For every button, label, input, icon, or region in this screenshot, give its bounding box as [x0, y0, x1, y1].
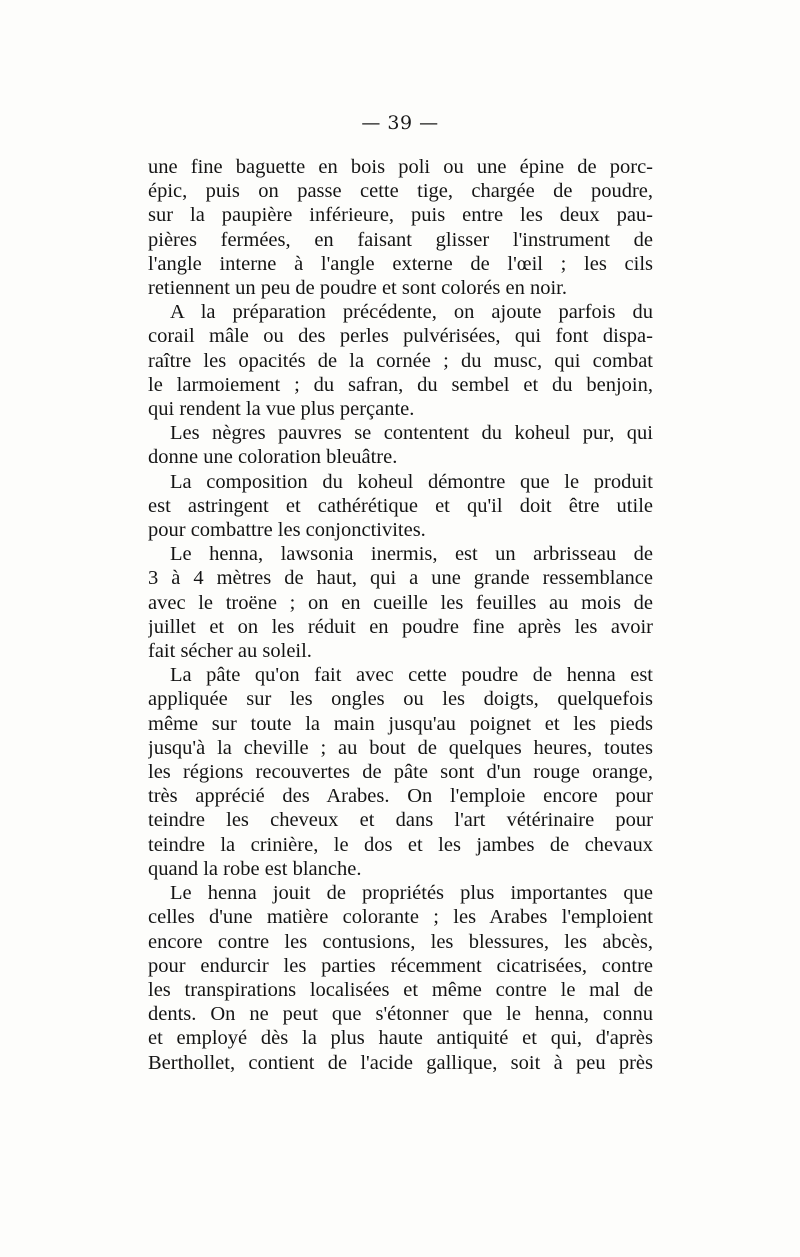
- text-line: Le henna jouit de propriétés plus importantes que: [170, 882, 653, 905]
- text-line: Berthollet, contient de l'acide gallique, soit à peu près: [148, 1051, 653, 1074]
- body-text: [148, 155, 653, 1075]
- text-line: l'angle interne à l'angle externe de l'œil ; les cils: [148, 252, 653, 275]
- text-line: retiennent un peu de poudre et sont colorés en noir.: [148, 277, 567, 300]
- text-line: est astringent et cathérétique et qu'il doit être utile: [148, 494, 653, 517]
- text-line: Les nègres pauvres se contentent du koheul pur, qui: [170, 422, 653, 445]
- text-line: donne une coloration bleuâtre.: [148, 446, 398, 469]
- text-line: raître les opacités de la cornée ; du musc, qui combat: [148, 349, 653, 372]
- text-line: celles d'une matière colorante ; les Arabes l'emploient: [148, 906, 653, 929]
- text-line: jusqu'à la cheville ; au bout de quelques heures, toutes: [148, 736, 653, 759]
- text-line: pour endurcir les parties récemment cicatrisées, contre: [148, 954, 653, 977]
- text-line: quand la robe est blanche.: [148, 857, 362, 880]
- text-line: 3 à 4 mètres de haut, qui a une grande ressemblance: [148, 567, 653, 590]
- text-line: A la préparation précédente, on ajoute parfois du: [170, 301, 653, 324]
- text-line: Le henna, lawsonia inermis, est un arbrisseau de: [170, 543, 653, 566]
- text-line: teindre la crinière, le dos et les jambes de chevaux: [148, 833, 653, 856]
- text-line: corail mâle ou des perles pulvérisées, qui font dispa-: [148, 325, 653, 348]
- text-line: très apprécié des Arabes. On l'emploie encore pour: [148, 785, 653, 808]
- text-line: les régions recouvertes de pâte sont d'un rouge orange,: [148, 761, 653, 784]
- text-line: teindre les cheveux et dans l'art vétérinaire pour: [148, 809, 653, 832]
- text-line: épic, puis on passe cette tige, chargée de poudre,: [148, 180, 653, 203]
- page-number: — 39 —: [361, 112, 439, 134]
- text-line: et employé dès la plus haute antiquité et qui, d'après: [148, 1027, 653, 1050]
- text-line: pour combattre les conjonctivites.: [148, 519, 426, 542]
- text-line: fait sécher au soleil.: [148, 640, 312, 663]
- text-line: avec le troëne ; on en cueille les feuilles au mois de: [148, 591, 653, 614]
- text-line: sur la paupière inférieure, puis entre les deux pau-: [148, 204, 653, 227]
- text-line: La pâte qu'on fait avec cette poudre de henna est: [170, 664, 653, 687]
- text-line: dents. On ne peut que s'étonner que le henna, connu: [148, 1003, 653, 1026]
- text-line: même sur toute la main jusqu'au poignet et les pieds: [148, 712, 653, 735]
- text-line: qui rendent la vue plus perçante.: [148, 398, 415, 421]
- text-line: les transpirations localisées et même contre le mal de: [148, 978, 653, 1001]
- text-line: encore contre les contusions, les blessures, les abcès,: [148, 930, 653, 953]
- text-line: appliquée sur les ongles ou les doigts, quelquefois: [148, 688, 653, 711]
- text-line: une fine baguette en bois poli ou une épine de porc-: [148, 156, 653, 178]
- text-line: La composition du koheul démontre que le produit: [170, 470, 653, 493]
- text-line: pières fermées, en faisant glisser l'instrument de: [148, 228, 653, 251]
- text-line: le larmoiement ; du safran, du sembel et du benjoin,: [148, 373, 653, 396]
- text-line: juillet et on les réduit en poudre fine après les avoir: [148, 615, 653, 638]
